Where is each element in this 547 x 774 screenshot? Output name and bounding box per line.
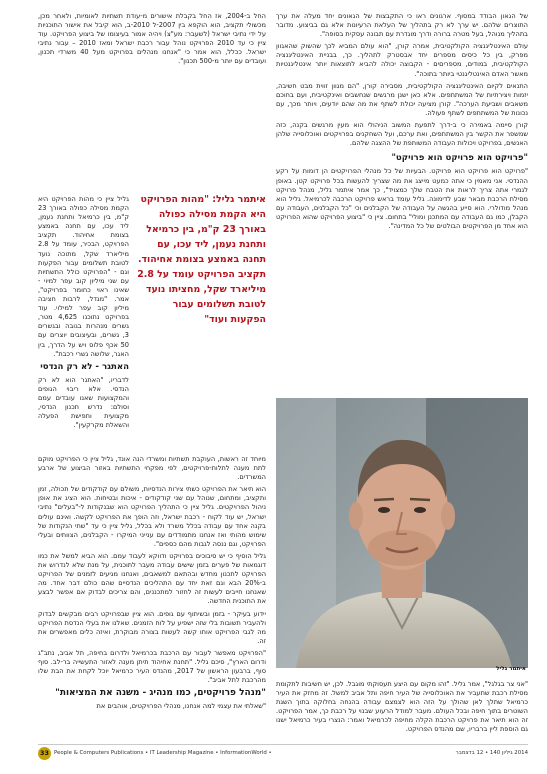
pull-quote-author: איתמר גליל:: [212, 194, 266, 205]
paragraph: של הגאון הבודד במסוף. ארגונים ראו כי התקבצות של הגאונים יחד מעלה את ערך התוצרים שלהם. יש ערך לא רק בתהליך של העלאת הרעיונות אלא גם בביצוע. מדובר בתהליך מנוהל, בעל מטרה ברורה ודרך מוגדרת עם תבונה עסקית בסופה".: [276, 12, 528, 39]
paragraph: "אני צר בגלגל", אמר גליל. "זהו מקום עם היצע תעסוקתי מוגבל. לכן, יש חשיבות לתקומת מסילת רכבת שתעביר את האוכלוסייה של העיר חיפה ותל אביב למשל. זה מחזק את העיר כרמיאל שתלך לאן שהולך על הזה הוא לצמצם עבודה בהנחה בחלוקה בתוך השגת השוטרים בתוך חיפה ובכל העולם. מעבר למודל הרעוע שבנוי על רכבת כך, אמר הפרויקט. זה הוא תיאר את פרויקט הרכבת הקלה מחיפה לכרמיאל ואמר: הנצרי בעיר כרמיאל ישנו גם הוספת ליין ברבריו, שם מהנדס הפרויקט.: [276, 680, 528, 734]
footer-issue: 2014 גיליון 140 • 12 בדצמבר: [455, 750, 528, 756]
section-heading-bottom: "מנהל פרויקטים, כמו מנהיג - משנה את המציאות": [55, 688, 266, 698]
right-column: [276, 12, 528, 396]
section-heading: האתגר - לא רק הנדסי: [40, 361, 129, 372]
section-heading: "פרויקט הוא פרויקט הוא פרויקט": [391, 153, 528, 164]
portrait-illustration: [276, 398, 528, 668]
paragraph: מיוחד זה ראשות, העוקבת תשתיות ומשרדי הנה אונד, גליל ציין כי הפרויקט מוקם לתת מענה לתלות-פרויקטים, לפי מפקחי התשתיות באזור הביצוע של ארבע המשרדים.: [38, 455, 266, 482]
pull-quote: [135, 192, 266, 327]
paragraph: הוא תיאר את הפרויקט כשתי צירות הנדסיות, משולם עם קודקודים של תכולה, זמן ותקציב, ומתחום, שנוהל עם שני קודקודים - איכות ובטיחות. הוא הציג את אופן ניהול הפרויקטים. גליל ציין כי התהליך הפרויקט הוא שבנקודות ל-"בעלים" נתיבי ישראל, יש עוד לקוח - רכבת ישראל, וזה הופך את הפרויקט לקשה. ואינם עולים בקנה אחד עם עבודה בכלל משרד ולא בכלל, גליל ציין כי עד "שתי הנקודות של שימוש מהותי ואז אנחנו מתמודדים עם ענייני המיקרו - הקבלנים, הצוותים ובעלי הפרויקט, וגם ננסה לגבות מהם כספים".: [38, 485, 266, 548]
paragraph: "הפרויקט מאפשר לעבור עם הרכבת בכרמיאל ולדרום בחיפה, תל אביב, נתב"ג ודרום הארץ", סיכם גליל. "תחנת אחיהוד תיתן מענה לאזור התעשייה בר-לב. סוף סוף, ברבעון הראשון של 2017, מהנדס העיר כרמיאל יוכל לקחת את הבת שלו מהרכבת לתל אביב".: [38, 648, 266, 685]
footer-publication-text: People & Computers Publications • IT Leadership Magazine • InformationWorld •: [54, 750, 272, 756]
portrait-photo: [276, 398, 528, 668]
paragraph: לדבריו, "האתגר הוא לא רק הנדסי. אלא ריבוי הגופים והמקצועות שאנו עובדים עמם וסולם: נדרש תכנון הנדסי, מקצועית ותפישת הפעלה והשאלת מקרקעין".: [38, 375, 129, 430]
pull-quote-text: "מהות הפרויקט היא הקמת מסילה כפולה באורך 23 ק"מ, בין כרמיאל ותחנת נעמן, ליד עכו, עם תחנה באמצע בצומת אחיהוד. תקציב הפרויקט עומד על 2.8 מיליארד שקל, מחציתו נועד לטובת תשלומים עבור הפקעות ועוד": [137, 194, 266, 325]
paragraph: "שאלתי את עצמי למה אנחנו, מנהלי הפרויקטים, אוהבים את: [96, 702, 266, 710]
footer-publication: [38, 747, 272, 760]
paragraph: גליל הוסיף כי יש סיבוכים בפרויקט ודווקא לעבוד עמם. הוא הביא למשל את כמו דוגמאות של פערים בזמן שישים עבודה מעבר לתוכנית, על מנת שלא לנדרוש את הפרויקט לתכנון מחדש ובהתאם למשאבים, ואנחנו מגיעים לזמנים של הפרויקט ב-20% הבא וגם זאת יחד עם התהליכים הנדסיים שהם כולם דבר אחד. מה שאנחנו חייבים לעשות זה לחזור למתכננים, והם צריכים לבדוק אם אפשר לבצע את התוכנית החדשה.: [38, 551, 266, 606]
page-number: 33: [38, 747, 51, 760]
page-footer: [38, 746, 528, 760]
paragraph: התנאים לקיום האינטליגנציה הקולקטיבית, מסבירה קורן, "הם מגוון זווית מבט חשיבה, יזמות ויצירתיות של המשתתפים. אלא כאן ישנן מרגשים שנחשבים ואינקטיבית, ועם בחוכם משאבים ושביעת הערכה". קורן מציעה יכולת לשתף את מה שהם יודעים, ויותר מכך, עם נכונות של המשתתפים לשתף פעולה.: [276, 81, 528, 117]
paragraph: "פרויקט הוא פרויקט הוא פרויקט. הבעיות של כל מנהלי הפרויקטים הן דומות על רקע ההנדסי. אני מאמין כי אתה כמעט מייצג את מה שצריך להעשות בכל פרויקט קטן. באופן לגמרי אתה צריך לראות את הטבח שלך כמצויד", כך אמר איתמר גליל, מנהל פרויקט מסילת הרכבת מבאר שבע לדימונה. גליל עומד בראש פרויקט הרכבה לכרמיאל. גליל הוא מנהל מודולרי. הוא סייע בהגשה על העבודה של הקבלנים וכי "כל הקבלנים, העבודה עם הקבלן, כמו גם העבודה עם המתכנן ומולי" בתחום. ציין כי "ביצוע הפרויקט שהוא הפרויקט הוא אחד מן הפרויקטים הבולטים של כל המדינה".: [276, 167, 528, 230]
left-column-mid: [38, 195, 129, 453]
paragraph: גליל ציין כי מהות הפרויקט היא הקמת מסילה כפולה באורך 23 ק"מ, בין כרמיאל ותחנת נעמן, ליד עכו, עם תחנה באמצע בצומת אחיהוד. תקציב הפרויקט, הבכיר, עומד על 2.8 מיליארד שקל, מתוכה נועד לטובת תשלומים עבור הפקעות וגם - "הפרויקט כולל התשתיות עם שני מיליון קוב עפר למיוי - שאינו ראוי כחומר בפרויקט", אמר. "מגדל, לרבות חציבה מיליון קוב עפר למילוי. עוד בפרויקט נתוכנו 4,625 מטר, גשרים מנהרות בגובה ובגשרים 3, גשרים, ובעיצובים יוצרים עם 50 אכף פלוס ויש על הדרך, בין האגר, שלושה גשרי רכבת".: [38, 195, 129, 358]
paragraph: יידוע בעיקר - בזמן ובשיתוף עם גופים. הוא ציין שבפרויקט רבים מבקשים לבדוק ולהעביר תשובות בלי שזה ישפיע על לוח הזמנים. שאלנו את בעלי הנדסת הפרויקט מה לגבי הפרויקט אותו קשה לעשות בצורה מבוקרת, ואיזה כלים מאפשרים את זה.: [38, 609, 266, 645]
footer-divider: [38, 744, 528, 745]
paragraph: עולם האינטליגנציה הקולקטיבית, אמרה קורן, "הוא עולם המביא לכך שהשוק שהאגוון מפרק, בין כל כיסים מספרים יחד אבסטרק לתהליך. כך, בבניית האינטליגנציה הקולקטיבית, במודים, מספריםים - הקבוצה יכולה להביא לתוצאות יותר אינטליגנטיות מאשר האדם האינטליגנטי ביותר בתוכה".: [276, 42, 528, 78]
paragraph: החל ב-2004, אז החל בקבלת אישורים מ-עודת תשתיות לאומיות, ולאחר מכן, מכשולי תקציב, הוא הוקפא בין 2007-ל 2010-ב, הוא קיבל את אישור התוכניות על ידי נתיבי ישראל (לשעבר: מע"צ) ויהיה אמור בעיצומו של ביצוע הפרויקט. עוד ציין כי עד 2010 הפרויקט נוהל עבור רכבת ישראל ומאז 2010 – עבור נתיבי ישראל. ככלל, הוא אמר כי "אנחנו מנהלים בפרויקט מעל 40 משרדי תכנון, ועובדים עם יותר מ-500 תכנון".: [38, 12, 266, 66]
photo-caption: איתמר גליל: [496, 666, 526, 672]
paragraph: קורן סיימה באמירה כי ב-דרך לתפעת המשוב הניהולי הוא מעין מרגשים בקנה, כזה שמשפר את הקשר בין המשתתפים, ואת ערכם, ועל השחקנים בפרויקטים ואוכלוסייה שלהן האנשים, בפרויקט ויכולות העבודה המשותפת של ההצגה שלהם.: [276, 121, 528, 148]
left-column-bottom: [38, 455, 266, 687]
right-column-bottom: [276, 680, 528, 742]
left-column-top: [38, 12, 266, 70]
left-column-end: [38, 702, 266, 742]
